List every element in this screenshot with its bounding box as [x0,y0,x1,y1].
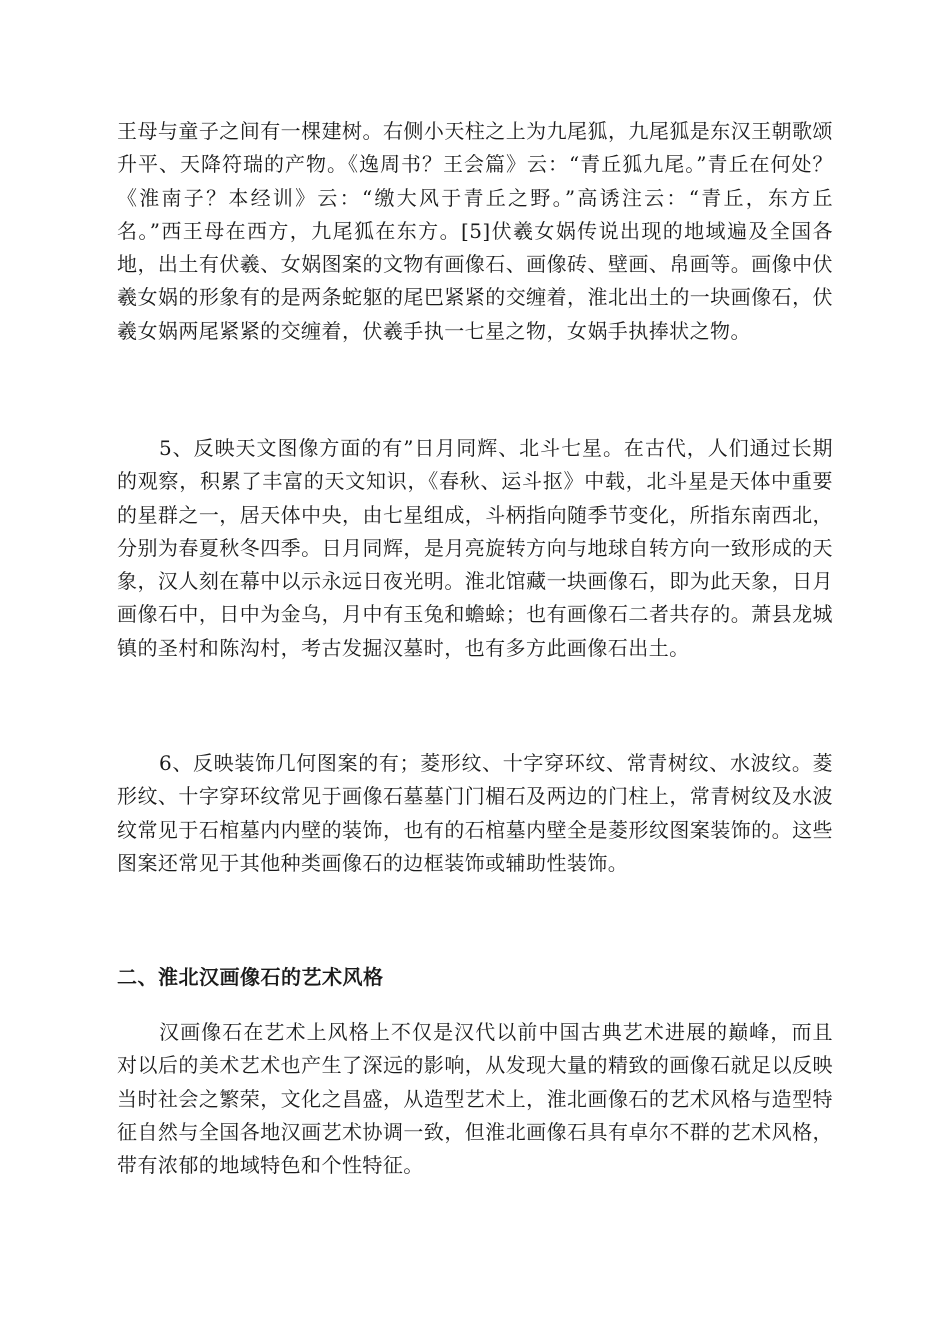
paragraph-astronomy: 5、反映天文图像方面的有”日月同辉、北斗七星。在古代，人们通过长期的观察，积累了丰富的天文知识，《春秋、运斗抠》中载，北斗星是天体中重要的星群之一，居天体中央，由七星组成，斗柄指向随季节变化，所指东南西北，分别为春夏秋冬四季。日月同辉，是月亮旋转方向与地球自转方向一致形成的天象，汉人刻在幕中以示永远日夜光明。淮北馆藏一块画像石，即为此天象，日月画像石中，日中为金乌，月中有玉兔和蟾蜍；也有画像石二者共存的。萧县龙城镇的圣村和陈沟村，考古发掘汉墓时，也有多方此画像石出土。 [117,436,833,660]
section-heading: 二、淮北汉画像石的艺术风格 [117,965,384,989]
paragraph-geometric-patterns: 6、反映装饰几何图案的有；菱形纹、十字穿环纹、常青树纹、水波纹。菱形纹、十字穿环纹常见于画像石墓墓门门楣石及两边的门柱上，常青树纹及水波纹常见于石棺墓内内壁的装饰，也有的石棺墓内壁全是菱形纹图案装饰的。这些图案还常见于其他种类画像石的边框装饰或辅助性装饰。 [117,751,833,875]
paragraph-continuation: 王母与童子之间有一棵建树。右侧小天柱之上为九尾狐，九尾狐是东汉王朝歌颂升平、天降符瑞的产物。《逸周书？王会篇》云：“青丘狐九尾。”青丘在何处？《淮南子？本经训》云：“缴大风于青丘之野。”高诱注云：“青丘，东方丘名。”西王母在西方，九尾狐在东方。[5]伏羲女娲传说出现的地域遍及全国各地，出土有伏羲、女娲图案的文物有画像石、画像砖、壁画、帛画等。画像中伏羲女娲的形象有的是两条蛇躯的尾巴紧紧的交缠着，淮北出土的一块画像石，伏羲女娲两尾紧紧的交缠着，伏羲手执一七星之物，女娲手执捧状之物。 [117,119,833,343]
paragraph-art-style: 汉画像石在艺术上风格上不仅是汉代以前中国古典艺术进展的巅峰，而且对以后的美术艺术也产生了深远的影响，从发现大量的精致的画像石就足以反映当时社会之繁荣，文化之昌盛，从造型艺术上，淮北画像石的艺术风格与造型特征自然与全国各地汉画艺术协调一致，但淮北画像石具有卓尔不群的艺术风格，带有浓郁的地域特色和个性特征。 [117,1020,833,1178]
